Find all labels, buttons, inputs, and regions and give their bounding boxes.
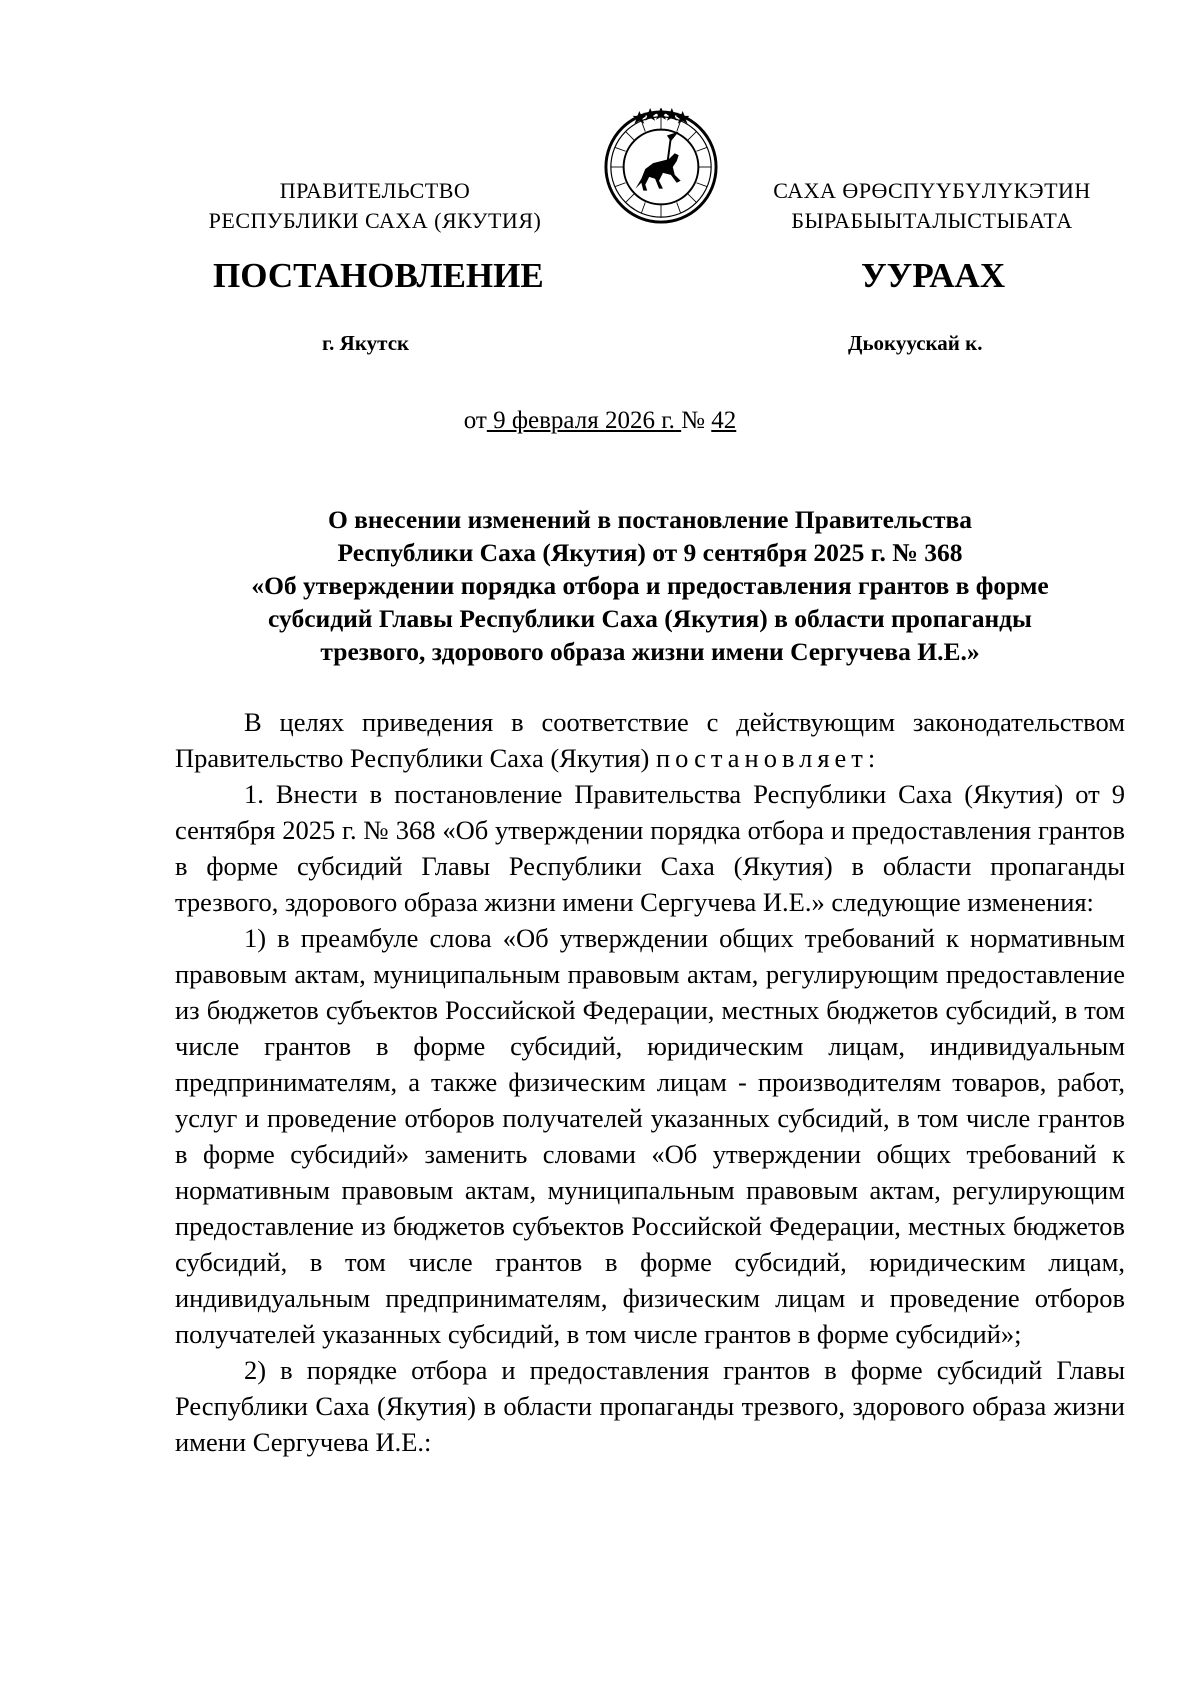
preamble-end: : bbox=[867, 743, 876, 773]
body-paragraph-subitem-1: 1) в преамбуле слова «Об утверждении общих требований к нормативным правовым актам, муниципальным правовым актам, регулирующим предоставление из бюджетов субъектов Российской Федерации, местных бюджетов субсидий, в том числе грантов в форме субсидий, юридическим лицам, индивидуальным предпринимателям, а также физическим лицам - производителям товаров, работ, услуг и проведение отборов получателей указанных субсидий, в том числе грантов в форме субсидий» заменить словами «Об утверждении общих требований к нормативным правовым актам, муниципальным правовым актам, регулирующим предоставление из бюджетов субъектов Российской Федерации, местных бюджетов субсидий, в том числе грантов в форме субсидий, юридическим лицам, индивидуальным предпринимателям, физическим лицам и проведение отборов получателей указанных субсидий, в том числе грантов в форме субсидий»; bbox=[175, 923, 1125, 1349]
header-left-line1: ПРАВИТЕЛЬСТВО bbox=[279, 178, 471, 203]
resolves-word: постановляет bbox=[656, 743, 868, 773]
city-sah: Дьокуускай к. bbox=[848, 331, 983, 355]
body-paragraph-subitem-2: 2) в порядке отбора и предоставления грантов в форме субсидий Главы Республики Саха (Якутия) в области пропаганды трезвого, здорового образа жизни имени Сергучева И.Е.: bbox=[175, 1355, 1125, 1457]
title-line: Республики Саха (Якутия) от 9 сентября 2025 г. № 368 bbox=[337, 538, 963, 567]
date-prefix: от bbox=[463, 407, 487, 434]
header-right-line1: САХА ӨРӨСПҮҮБҮЛҮКЭТИН bbox=[773, 178, 1091, 203]
document-date: 9 февраля 2026 г. bbox=[486, 407, 682, 434]
preamble-text: В целях приведения в соответствие с действующим законодательством Правительство Республики Саха (Якутия) bbox=[175, 707, 1125, 773]
header-right-line2: БЫРАБЫЫТАЛЫСТЫБАТА bbox=[791, 208, 1073, 233]
document-body bbox=[175, 704, 1125, 1460]
doc-type-sah: УУРААХ bbox=[861, 256, 1006, 295]
title-line: «Об утверждении порядка отбора и предоставления грантов в форме bbox=[251, 571, 1049, 600]
title-line: субсидий Главы Республики Саха (Якутия) в области пропаганды bbox=[268, 604, 1032, 633]
number-sign: № bbox=[681, 407, 712, 434]
document-number: 42 bbox=[711, 407, 737, 434]
title-line: О внесении изменений в постановление Правительства bbox=[327, 505, 973, 534]
body-paragraph-preamble bbox=[175, 704, 1125, 776]
document-title bbox=[180, 503, 1120, 668]
coat-of-arms-emblem-icon bbox=[602, 108, 720, 226]
header-left-line2: РЕСПУБЛИКИ САХА (ЯКУТИЯ) bbox=[208, 208, 542, 233]
body-paragraph-item-1: 1. Внести в постановление Правительства Республики Саха (Якутия) от 9 сентября 2025 г. № 368 «Об утверждении порядка отбора и предоставления грантов в форме субсидий Главы Республики Саха (Якутия) в области пропаганды трезвого, здорового образа жизни имени Сергучева И.Е.» следующие изменения: bbox=[175, 779, 1125, 917]
doc-type-ru: ПОСТАНОВЛЕНИЕ bbox=[213, 256, 544, 295]
title-line: трезвого, здорового образа жизни имени Сергучева И.Е.» bbox=[320, 637, 980, 666]
city-ru: г. Якутск bbox=[322, 331, 410, 355]
header-right-sah bbox=[732, 176, 1132, 236]
date-line bbox=[0, 406, 1200, 436]
header-left-ru bbox=[175, 176, 575, 236]
